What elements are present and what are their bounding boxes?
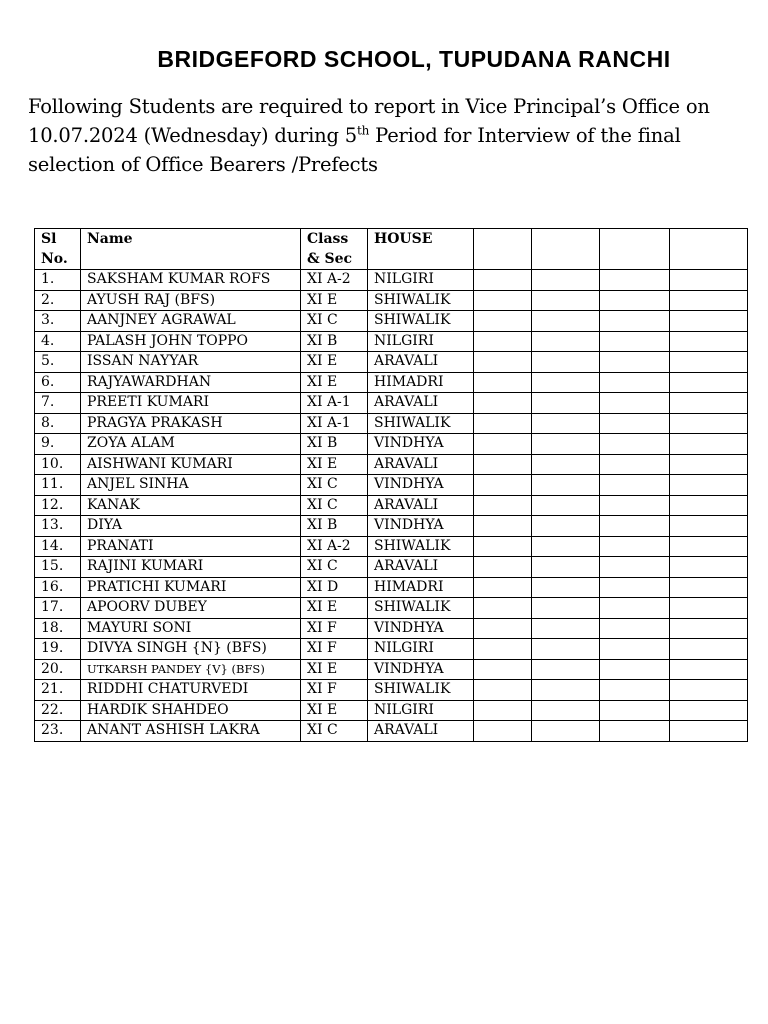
page-title: BRIDGEFORD SCHOOL, TUPUDANA RANCHI — [157, 46, 671, 72]
cell-sl-no: 4. — [35, 331, 81, 352]
cell-sl-no: 23. — [35, 721, 81, 742]
cell-class-sec: XI E — [301, 372, 368, 393]
cell-blank-3 — [600, 536, 670, 557]
cell-student-name: APOORV DUBEY — [81, 598, 301, 619]
cell-blank-3 — [600, 680, 670, 701]
cell-house: SHIWALIK — [368, 413, 474, 434]
header-class-line2: & Sec — [307, 251, 353, 267]
cell-sl-no: 5. — [35, 352, 81, 373]
cell-class-sec: XI D — [301, 577, 368, 598]
intro-superscript: th — [357, 123, 370, 138]
cell-sl-no: 10. — [35, 454, 81, 475]
cell-class-sec: XI F — [301, 618, 368, 639]
cell-student-name: PRAGYA PRAKASH — [81, 413, 301, 434]
cell-blank-2 — [532, 598, 600, 619]
cell-blank-2 — [532, 557, 600, 578]
cell-house: NILGIRI — [368, 700, 474, 721]
cell-blank-1 — [474, 331, 532, 352]
table-row — [35, 659, 748, 680]
cell-blank-2 — [532, 311, 600, 332]
cell-blank-4 — [670, 577, 748, 598]
cell-class-sec: XI E — [301, 352, 368, 373]
table-row — [35, 434, 748, 455]
cell-class-sec: XI B — [301, 331, 368, 352]
cell-class-sec: XI A-1 — [301, 393, 368, 414]
cell-house: SHIWALIK — [368, 598, 474, 619]
cell-sl-no: 20. — [35, 659, 81, 680]
cell-blank-2 — [532, 680, 600, 701]
cell-sl-no: 2. — [35, 290, 81, 311]
header-blank-3 — [600, 229, 670, 270]
cell-blank-2 — [532, 352, 600, 373]
table-row — [35, 516, 748, 537]
cell-sl-no: 3. — [35, 311, 81, 332]
cell-blank-1 — [474, 721, 532, 742]
table-row — [35, 495, 748, 516]
cell-blank-3 — [600, 454, 670, 475]
cell-blank-1 — [474, 311, 532, 332]
cell-blank-4 — [670, 516, 748, 537]
table-row — [35, 331, 748, 352]
cell-sl-no: 17. — [35, 598, 81, 619]
cell-blank-3 — [600, 413, 670, 434]
header-blank-2 — [532, 229, 600, 270]
cell-blank-3 — [600, 516, 670, 537]
cell-house: NILGIRI — [368, 639, 474, 660]
header-blank-4 — [670, 229, 748, 270]
table-row — [35, 536, 748, 557]
header-class-line1: Class — [307, 231, 349, 247]
cell-student-name: PRANATI — [81, 536, 301, 557]
cell-blank-4 — [670, 495, 748, 516]
table-row — [35, 680, 748, 701]
header-name: Name — [81, 229, 301, 270]
cell-class-sec: XI E — [301, 290, 368, 311]
cell-blank-1 — [474, 352, 532, 373]
cell-blank-2 — [532, 700, 600, 721]
cell-blank-2 — [532, 639, 600, 660]
cell-class-sec: XI B — [301, 434, 368, 455]
cell-house: NILGIRI — [368, 270, 474, 291]
cell-blank-2 — [532, 413, 600, 434]
table-row — [35, 413, 748, 434]
cell-blank-4 — [670, 536, 748, 557]
cell-sl-no: 16. — [35, 577, 81, 598]
table-row — [35, 372, 748, 393]
cell-class-sec: XI C — [301, 557, 368, 578]
cell-sl-no: 14. — [35, 536, 81, 557]
cell-blank-1 — [474, 393, 532, 414]
cell-blank-2 — [532, 495, 600, 516]
header-house: HOUSE — [368, 229, 474, 270]
table-header-row — [35, 229, 748, 270]
cell-blank-1 — [474, 680, 532, 701]
cell-blank-3 — [600, 557, 670, 578]
cell-blank-4 — [670, 372, 748, 393]
cell-class-sec: XI A-2 — [301, 270, 368, 291]
cell-student-name: PREETI KUMARI — [81, 393, 301, 414]
cell-blank-3 — [600, 659, 670, 680]
cell-house: ARAVALI — [368, 721, 474, 742]
cell-blank-2 — [532, 659, 600, 680]
cell-blank-3 — [600, 434, 670, 455]
cell-blank-1 — [474, 372, 532, 393]
cell-blank-1 — [474, 413, 532, 434]
cell-house: VINDHYA — [368, 618, 474, 639]
cell-blank-3 — [600, 311, 670, 332]
cell-blank-2 — [532, 270, 600, 291]
cell-blank-2 — [532, 393, 600, 414]
cell-blank-3 — [600, 721, 670, 742]
cell-blank-3 — [600, 372, 670, 393]
cell-blank-4 — [670, 618, 748, 639]
cell-blank-1 — [474, 598, 532, 619]
cell-sl-no: 21. — [35, 680, 81, 701]
table-row — [35, 352, 748, 373]
cell-class-sec: XI E — [301, 598, 368, 619]
cell-blank-4 — [670, 290, 748, 311]
cell-student-name: MAYURI SONI — [81, 618, 301, 639]
cell-blank-1 — [474, 700, 532, 721]
cell-blank-2 — [532, 516, 600, 537]
cell-house: VINDHYA — [368, 475, 474, 496]
cell-blank-3 — [600, 290, 670, 311]
cell-house: SHIWALIK — [368, 680, 474, 701]
cell-house: SHIWALIK — [368, 311, 474, 332]
cell-blank-4 — [670, 639, 748, 660]
cell-blank-4 — [670, 557, 748, 578]
cell-class-sec: XI E — [301, 454, 368, 475]
cell-blank-4 — [670, 393, 748, 414]
table-row — [35, 270, 748, 291]
cell-student-name: SAKSHAM KUMAR ROFS — [81, 270, 301, 291]
cell-blank-4 — [670, 270, 748, 291]
cell-blank-4 — [670, 352, 748, 373]
table-row — [35, 557, 748, 578]
cell-sl-no: 11. — [35, 475, 81, 496]
cell-blank-1 — [474, 659, 532, 680]
cell-blank-1 — [474, 475, 532, 496]
cell-house: HIMADRI — [368, 577, 474, 598]
table-row — [35, 721, 748, 742]
cell-blank-4 — [670, 434, 748, 455]
cell-class-sec: XI F — [301, 639, 368, 660]
cell-house: ARAVALI — [368, 454, 474, 475]
table-row — [35, 475, 748, 496]
table-row — [35, 393, 748, 414]
table-row — [35, 311, 748, 332]
cell-blank-4 — [670, 721, 748, 742]
students-table — [34, 228, 748, 742]
cell-student-name: ISSAN NAYYAR — [81, 352, 301, 373]
cell-house: VINDHYA — [368, 659, 474, 680]
cell-blank-4 — [670, 311, 748, 332]
cell-blank-2 — [532, 475, 600, 496]
cell-sl-no: 8. — [35, 413, 81, 434]
cell-blank-3 — [600, 475, 670, 496]
cell-blank-4 — [670, 475, 748, 496]
cell-blank-1 — [474, 577, 532, 598]
cell-student-name: ZOYA ALAM — [81, 434, 301, 455]
cell-house: NILGIRI — [368, 331, 474, 352]
cell-sl-no: 12. — [35, 495, 81, 516]
cell-blank-1 — [474, 290, 532, 311]
cell-student-name: HARDIK SHAHDEO — [81, 700, 301, 721]
cell-sl-no: 6. — [35, 372, 81, 393]
table-row — [35, 454, 748, 475]
cell-house: ARAVALI — [368, 557, 474, 578]
cell-class-sec: XI F — [301, 680, 368, 701]
cell-student-name: RIDDHI CHATURVEDI — [81, 680, 301, 701]
cell-blank-1 — [474, 557, 532, 578]
cell-student-name: AANJNEY AGRAWAL — [81, 311, 301, 332]
cell-blank-1 — [474, 454, 532, 475]
cell-blank-4 — [670, 700, 748, 721]
table-row — [35, 598, 748, 619]
cell-class-sec: XI C — [301, 311, 368, 332]
cell-blank-4 — [670, 454, 748, 475]
cell-blank-3 — [600, 577, 670, 598]
cell-blank-1 — [474, 434, 532, 455]
cell-student-name: AYUSH RAJ (BFS) — [81, 290, 301, 311]
cell-blank-3 — [600, 639, 670, 660]
cell-house: ARAVALI — [368, 352, 474, 373]
cell-blank-1 — [474, 270, 532, 291]
cell-blank-2 — [532, 454, 600, 475]
table-row — [35, 577, 748, 598]
cell-blank-2 — [532, 372, 600, 393]
cell-house: ARAVALI — [368, 393, 474, 414]
cell-blank-4 — [670, 659, 748, 680]
cell-sl-no: 18. — [35, 618, 81, 639]
table-row — [35, 618, 748, 639]
cell-house: ARAVALI — [368, 495, 474, 516]
cell-class-sec: XI E — [301, 700, 368, 721]
cell-sl-no: 13. — [35, 516, 81, 537]
cell-class-sec: XI B — [301, 516, 368, 537]
cell-blank-1 — [474, 516, 532, 537]
cell-blank-2 — [532, 434, 600, 455]
cell-class-sec: XI E — [301, 659, 368, 680]
table-row — [35, 700, 748, 721]
cell-house: SHIWALIK — [368, 536, 474, 557]
cell-class-sec: XI C — [301, 495, 368, 516]
cell-blank-4 — [670, 598, 748, 619]
cell-blank-1 — [474, 495, 532, 516]
cell-house: HIMADRI — [368, 372, 474, 393]
cell-student-name: DIYA — [81, 516, 301, 537]
table-row — [35, 639, 748, 660]
cell-blank-2 — [532, 618, 600, 639]
intro-text-end: Period for Interview of the final selection of Office Bearers /Prefects — [28, 124, 681, 176]
cell-student-name: DIVYA SINGH {N} (BFS) — [81, 639, 301, 660]
cell-blank-4 — [670, 413, 748, 434]
cell-blank-4 — [670, 680, 748, 701]
cell-sl-no: 22. — [35, 700, 81, 721]
cell-class-sec: XI A-1 — [301, 413, 368, 434]
cell-blank-3 — [600, 598, 670, 619]
cell-sl-no: 19. — [35, 639, 81, 660]
cell-blank-3 — [600, 700, 670, 721]
cell-class-sec: XI C — [301, 475, 368, 496]
cell-student-name: PRATICHI KUMARI — [81, 577, 301, 598]
cell-student-name: ANANT ASHISH LAKRA — [81, 721, 301, 742]
table-row — [35, 290, 748, 311]
cell-blank-3 — [600, 352, 670, 373]
cell-sl-no: 7. — [35, 393, 81, 414]
intro-paragraph — [28, 92, 740, 179]
cell-blank-2 — [532, 577, 600, 598]
cell-blank-1 — [474, 639, 532, 660]
cell-class-sec: XI A-2 — [301, 536, 368, 557]
header-sl-line2: No. — [41, 251, 68, 267]
cell-house: VINDHYA — [368, 434, 474, 455]
cell-blank-3 — [600, 495, 670, 516]
cell-blank-3 — [600, 393, 670, 414]
cell-student-name: AISHWANI KUMARI — [81, 454, 301, 475]
cell-blank-3 — [600, 618, 670, 639]
cell-student-name: ANJEL SINHA — [81, 475, 301, 496]
cell-class-sec: XI C — [301, 721, 368, 742]
cell-student-name: RAJYAWARDHAN — [81, 372, 301, 393]
cell-blank-1 — [474, 536, 532, 557]
cell-blank-2 — [532, 331, 600, 352]
cell-student-name: PALASH JOHN TOPPO — [81, 331, 301, 352]
header-sl-no — [35, 229, 81, 270]
cell-blank-1 — [474, 618, 532, 639]
cell-sl-no: 15. — [35, 557, 81, 578]
cell-sl-no: 1. — [35, 270, 81, 291]
cell-blank-3 — [600, 331, 670, 352]
cell-blank-2 — [532, 721, 600, 742]
header-blank-1 — [474, 229, 532, 270]
cell-house: VINDHYA — [368, 516, 474, 537]
cell-blank-2 — [532, 536, 600, 557]
cell-blank-4 — [670, 331, 748, 352]
cell-student-name: RAJINI KUMARI — [81, 557, 301, 578]
cell-sl-no: 9. — [35, 434, 81, 455]
header-class-sec — [301, 229, 368, 270]
cell-blank-2 — [532, 290, 600, 311]
cell-house: SHIWALIK — [368, 290, 474, 311]
cell-blank-3 — [600, 270, 670, 291]
header-sl-line1: Sl — [41, 231, 57, 247]
cell-student-name: UTKARSH PANDEY {V} (BFS) — [81, 659, 301, 680]
cell-student-name: KANAK — [81, 495, 301, 516]
intro-text-start: Following Students are required to report in Vice Principal’s Office on 10.07.2024 (Wednesday) during 5 — [28, 95, 710, 147]
